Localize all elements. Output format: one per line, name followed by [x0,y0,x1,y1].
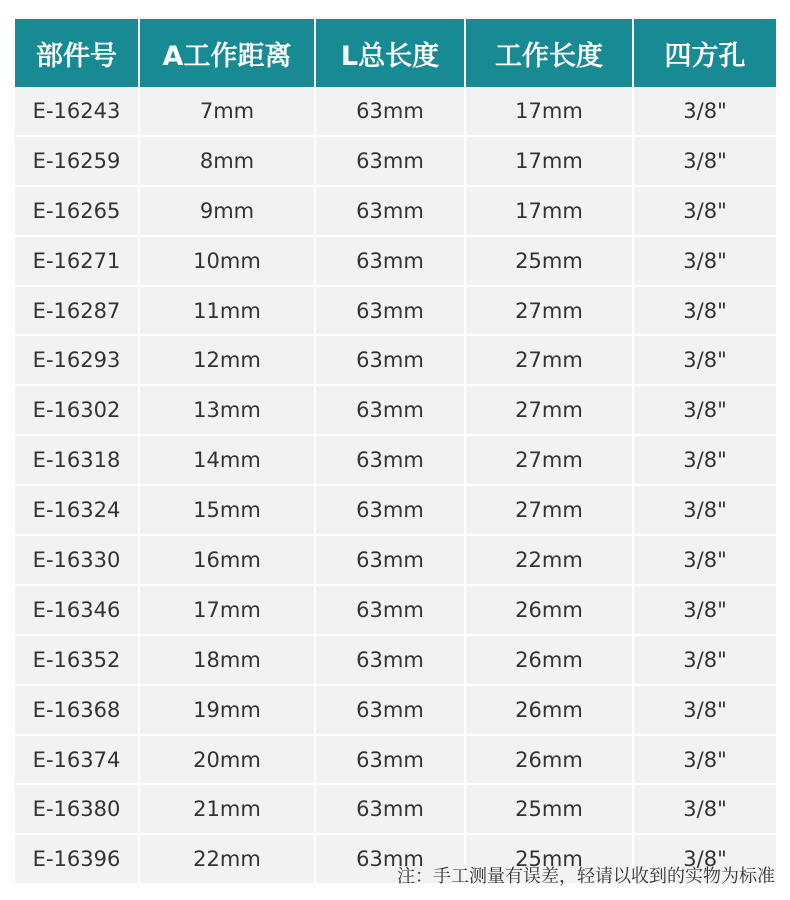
working-length-cell: 26mm [466,636,634,684]
header-working-length: 工作长度 [466,19,634,87]
table-row [15,734,776,784]
part-number-cell: E-16380 [15,785,140,833]
table-row [15,185,776,235]
part-number-cell: E-16259 [15,137,140,185]
working-length-cell: 25mm [466,835,634,883]
header-total-length: L总长度 [316,19,466,87]
working-distance-cell: 15mm [140,486,316,534]
table-row [15,334,776,384]
working-length-cell: 25mm [466,785,634,833]
working-distance-cell: 18mm [140,636,316,684]
working-distance-cell: 17mm [140,586,316,634]
total-length-cell: 63mm [316,536,466,584]
working-length-cell: 27mm [466,287,634,335]
table-row [15,235,776,285]
working-distance-cell: 8mm [140,137,316,185]
table-row [15,783,776,833]
square-drive-cell: 3/8" [683,248,727,273]
table-row [15,384,776,434]
part-number-cell: E-16396 [15,835,140,883]
working-distance-cell: 21mm [140,785,316,833]
working-distance-cell: 14mm [140,436,316,484]
header-working-distance: A工作距离 [140,19,316,87]
table-row [15,534,776,584]
working-distance-cell: 7mm [140,87,316,135]
working-distance-cell: 9mm [140,187,316,235]
table-header-row [15,19,776,87]
square-drive-cell: 3/8" [683,847,727,872]
working-distance-cell: 16mm [140,536,316,584]
total-length-cell: 63mm [316,686,466,734]
part-number-cell: E-16287 [15,287,140,335]
working-distance-cell: 19mm [140,686,316,734]
square-drive-cell: 3/8" [683,647,727,672]
working-length-cell: 22mm [466,536,634,584]
working-length-cell: 17mm [466,87,634,135]
table-row [15,434,776,484]
footnote: 注：手工测量有误差，轻请以收到的实物为标准 [397,866,775,887]
part-number-cell: E-16265 [15,187,140,235]
part-number-cell: E-16352 [15,636,140,684]
working-length-cell: 25mm [466,237,634,285]
square-drive-cell: 3/8" [683,298,727,323]
working-length-cell: 27mm [466,486,634,534]
total-length-cell: 63mm [316,736,466,784]
working-distance-cell: 22mm [140,835,316,883]
square-drive-cell: 3/8" [683,448,727,473]
square-drive-cell: 3/8" [683,398,727,423]
part-number-cell: E-16346 [15,586,140,634]
square-drive-cell: 3/8" [683,747,727,772]
table-row [15,87,776,135]
total-length-cell: 63mm [316,386,466,434]
total-length-cell: 63mm [316,436,466,484]
square-drive-cell: 3/8" [683,98,727,123]
table-body [15,87,776,883]
square-drive-cell: 3/8" [683,198,727,223]
working-length-cell: 26mm [466,586,634,634]
spec-table [15,19,776,872]
part-number-cell: E-16302 [15,386,140,434]
part-number-cell: E-16243 [15,87,140,135]
square-drive-cell: 3/8" [683,797,727,822]
working-distance-cell: 10mm [140,237,316,285]
working-length-cell: 26mm [466,736,634,784]
working-length-cell: 17mm [466,187,634,235]
square-drive-cell: 3/8" [683,697,727,722]
square-drive-cell: 3/8" [683,498,727,523]
table-row [15,684,776,734]
total-length-cell: 63mm [316,187,466,235]
working-length-cell: 27mm [466,336,634,384]
working-length-cell: 27mm [466,436,634,484]
table-row [15,484,776,534]
header-part-number: 部件号 [15,19,140,87]
part-number-cell: E-16271 [15,237,140,285]
total-length-cell: 63mm [316,486,466,534]
table-row [15,584,776,634]
square-drive-cell: 3/8" [683,597,727,622]
working-length-cell: 17mm [466,137,634,185]
square-drive-cell: 3/8" [683,348,727,373]
total-length-cell: 63mm [316,137,466,185]
table-row [15,285,776,335]
total-length-cell: 63mm [316,636,466,684]
working-length-cell: 26mm [466,686,634,734]
total-length-cell: 63mm [316,586,466,634]
total-length-cell: 63mm [316,287,466,335]
working-distance-cell: 12mm [140,336,316,384]
total-length-cell: 63mm [316,785,466,833]
total-length-cell: 63mm [316,336,466,384]
square-drive-cell: 3/8" [683,148,727,173]
part-number-cell: E-16324 [15,486,140,534]
total-length-cell: 63mm [316,237,466,285]
working-distance-cell: 20mm [140,736,316,784]
table-row [15,135,776,185]
table-row [15,634,776,684]
part-number-cell: E-16318 [15,436,140,484]
part-number-cell: E-16368 [15,686,140,734]
part-number-cell: E-16293 [15,336,140,384]
part-number-cell: E-16374 [15,736,140,784]
header-square-drive: 四方孔 [664,40,746,72]
working-length-cell: 27mm [466,386,634,434]
square-drive-cell: 3/8" [683,547,727,572]
total-length-cell: 63mm [316,835,466,883]
total-length-cell: 63mm [316,87,466,135]
working-distance-cell: 13mm [140,386,316,434]
working-distance-cell: 11mm [140,287,316,335]
part-number-cell: E-16330 [15,536,140,584]
